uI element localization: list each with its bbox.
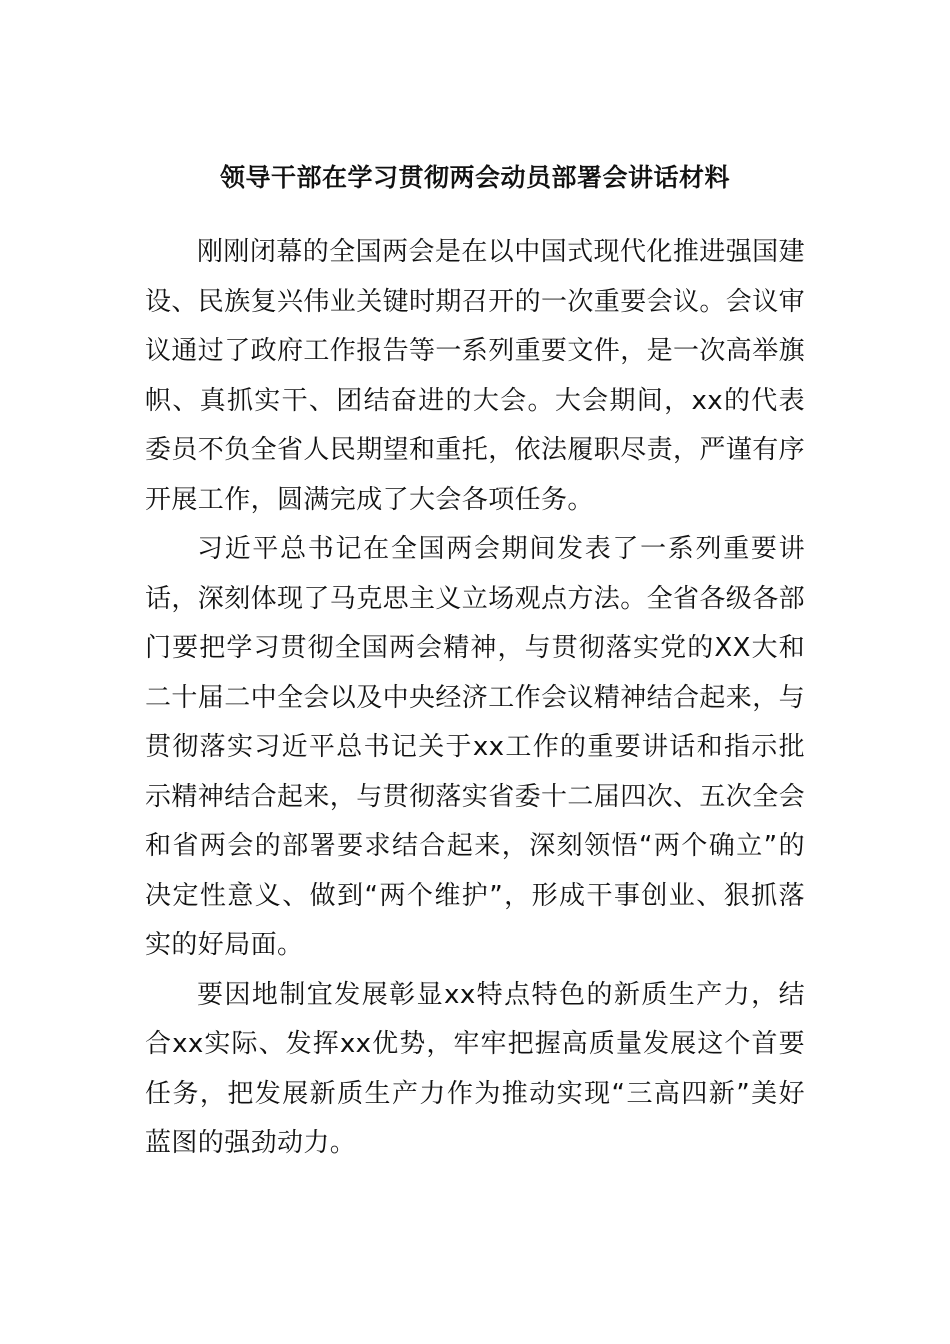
document-body [145, 228, 805, 1169]
paragraph-2: 习近平总书记在全国两会期间发表了一系列重要讲话，深刻体现了马克思主义立场观点方法。全省各级各部门要把学习贯彻全国两会精神，与贯彻落实党的XX大和二十届二中全会以及中央经济工作会议精神结合起来，与贯彻落实习近平总书记关于xx工作的重要讲话和指示批示精神结合起来，与贯彻落实省委十二届四次、五次全会和省两会的部署要求结合起来，深刻领悟“两个确立”的决定性意义、做到“两个维护”，形成干事创业、狠抓落实的好局面。 [145, 534, 806, 960]
paragraph-3: 要因地制宜发展彰显xx特点特色的新质生产力，结合xx实际、发挥xx优势，牢牢把握高质量发展这个首要任务，把发展新质生产力作为推动实现“三高四新”美好蓝图的强劲动力。 [145, 979, 805, 1158]
paragraph-1: 刚刚闭幕的全国两会是在以中国式现代化推进强国建设、民族复兴伟业关键时期召开的一次重要会议。会议审议通过了政府工作报告等一系列重要文件，是一次高举旗帜、真抓实干、团结奋进的大会。大会期间，xx的代表委员不负全省人民期望和重托，依法履职尽责，严谨有序开展工作，圆满完成了大会各项任务。 [145, 237, 806, 515]
document-title: 领导干部在学习贯彻两会动员部署会讲话材料 [219, 163, 730, 192]
